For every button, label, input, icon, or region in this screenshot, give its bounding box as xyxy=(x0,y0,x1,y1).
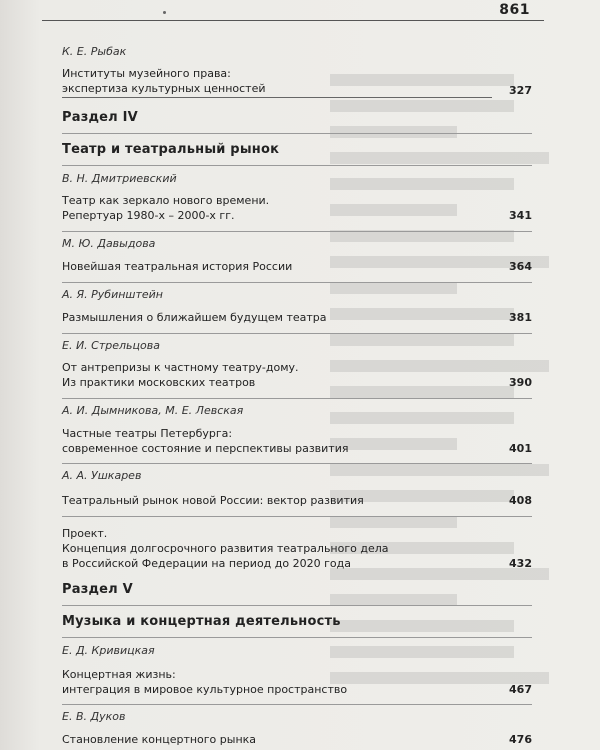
page-number: 861 xyxy=(499,2,530,18)
entry-author: М. Ю. Давыдова xyxy=(62,237,156,250)
entry-author: А. Я. Рубинштейн xyxy=(62,288,164,301)
entry-body xyxy=(62,493,532,508)
toc-entry xyxy=(62,288,532,334)
entry-author: Е. Д. Кривицкая xyxy=(62,644,155,657)
toc-entry xyxy=(62,45,532,98)
section-v-label: Раздел V xyxy=(62,582,133,597)
entry-page: 327 xyxy=(509,84,532,97)
entry-body xyxy=(62,310,532,325)
toc-entry xyxy=(62,526,532,571)
section-divider xyxy=(62,605,532,606)
section-divider xyxy=(62,637,532,638)
entry-page: 364 xyxy=(509,260,532,273)
entry-body xyxy=(62,259,532,274)
entry-author: Е. В. Дуков xyxy=(62,710,126,723)
toc-entry xyxy=(62,172,532,232)
entry-title-line: экспертиза культурных ценностей xyxy=(62,82,266,95)
entry-body xyxy=(62,426,532,456)
entry-body xyxy=(62,732,532,747)
entry-author: В. Н. Дмитриевский xyxy=(62,172,177,185)
entry-divider xyxy=(62,333,532,334)
entry-divider xyxy=(62,282,532,283)
entry-author: К. Е. Рыбак xyxy=(62,45,127,58)
section-iv-label: Раздел IV xyxy=(62,110,138,125)
entry-body xyxy=(62,66,532,98)
entry-title-line: Концепция долгосрочного развития театрального дела xyxy=(62,542,389,555)
leader-rule xyxy=(62,97,492,98)
entry-title-line: От антрепризы к частному театру-дому. xyxy=(62,361,299,374)
section-divider xyxy=(62,165,532,166)
entry-author: А. А. Ушкарев xyxy=(62,469,142,482)
entry-title-line: Концертная жизнь: xyxy=(62,668,176,681)
toc-entry xyxy=(62,644,532,705)
entry-body xyxy=(62,360,532,390)
entry-title-line: Театральный рынок новой России: вектор развития xyxy=(62,494,364,507)
entry-page: 476 xyxy=(509,733,532,746)
entry-divider xyxy=(62,398,532,399)
entry-title-line: интеграция в мировое культурное пространство xyxy=(62,683,348,696)
entry-title-line: Институты музейного права: xyxy=(62,67,231,80)
entry-title-line: современное состояние и перспективы развития xyxy=(62,442,349,455)
toc-entry xyxy=(62,469,532,517)
entry-page: 408 xyxy=(509,494,532,507)
entry-author: А. И. Дымникова, М. Е. Левская xyxy=(62,404,244,417)
entry-title-line: Новейшая театральная история России xyxy=(62,260,293,273)
entry-page: 401 xyxy=(509,442,532,455)
toc-entry xyxy=(62,339,532,399)
toc-entry xyxy=(62,710,532,747)
entry-page: 432 xyxy=(509,557,532,570)
entry-title-line: Размышления о ближайшем будущем театра xyxy=(62,311,327,324)
entry-title-line: Из практики московских театров xyxy=(62,376,256,389)
section-divider xyxy=(62,133,532,134)
entry-title-line: Проект. xyxy=(62,527,108,540)
entry-divider xyxy=(62,231,532,232)
toc-entry xyxy=(62,404,532,464)
section-iv-subtitle: Театр и театральный рынок xyxy=(62,142,280,157)
entry-divider xyxy=(62,463,532,464)
entry-page: 341 xyxy=(509,209,532,222)
entry-author: Е. И. Стрельцова xyxy=(62,339,160,352)
entry-title-line: Репертуар 1980-х – 2000-х гг. xyxy=(62,209,235,222)
entry-body xyxy=(62,526,532,571)
header-rule xyxy=(42,20,544,21)
entry-page: 381 xyxy=(509,311,532,324)
entry-title-line: Становление концертного рынка xyxy=(62,733,257,746)
entry-title-line: в Российской Федерации на период до 2020 года xyxy=(62,557,351,570)
header-dot xyxy=(163,11,166,14)
entry-title-line: Театр как зеркало нового времени. xyxy=(62,194,270,207)
entry-divider xyxy=(62,704,532,705)
section-v-subtitle: Музыка и концертная деятельность xyxy=(62,614,341,629)
toc-entry xyxy=(62,237,532,283)
table-of-contents xyxy=(62,45,532,747)
entry-body xyxy=(62,193,532,223)
entry-page: 390 xyxy=(509,376,532,389)
entry-page: 467 xyxy=(509,683,532,696)
entry-body xyxy=(62,667,532,697)
entry-title-line: Частные театры Петербурга: xyxy=(62,427,233,440)
entry-divider xyxy=(62,516,532,517)
